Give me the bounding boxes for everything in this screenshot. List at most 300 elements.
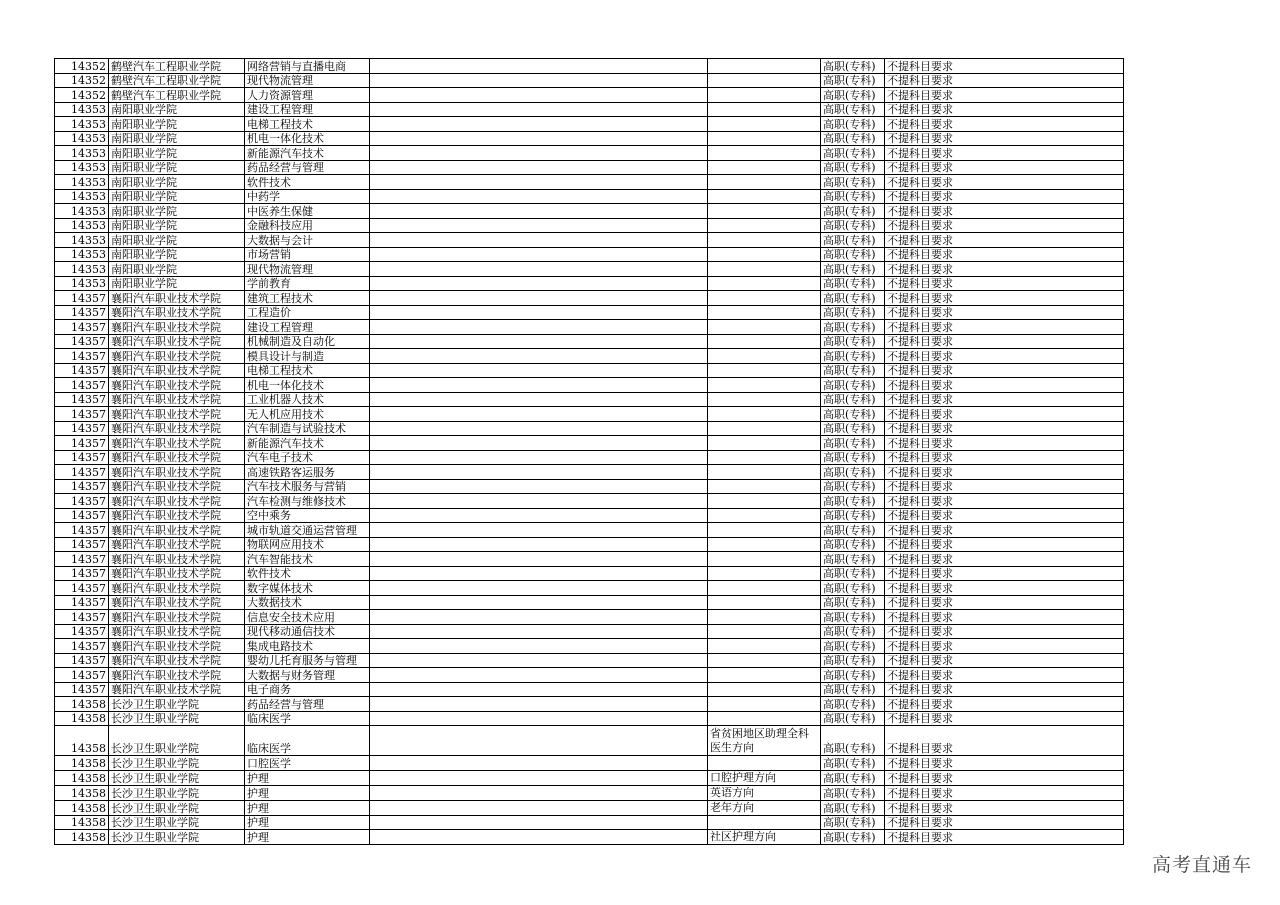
cell-school: 襄阳汽车职业技术学院	[109, 624, 245, 639]
table-row	[55, 523, 1124, 538]
cell-school: 长沙卫生职业学院	[109, 756, 245, 771]
cell-school: 南阳职业学院	[109, 175, 245, 190]
cell-code: 14358	[55, 756, 109, 771]
table-row	[55, 291, 1124, 306]
cell-req: 不提科目要求	[885, 262, 1124, 277]
cell-req: 不提科目要求	[885, 334, 1124, 349]
table-row	[55, 595, 1124, 610]
cell-code: 14358	[55, 711, 109, 726]
cell-level: 高职(专科)	[821, 189, 885, 204]
cell-major: 护理	[245, 785, 370, 800]
cell-blank	[370, 436, 708, 451]
cell-note	[708, 566, 821, 581]
cell-note	[708, 552, 821, 567]
cell-note	[708, 479, 821, 494]
cell-code: 14358	[55, 830, 109, 845]
table-row	[55, 756, 1124, 771]
cell-note	[708, 668, 821, 683]
cell-req: 不提科目要求	[885, 218, 1124, 233]
cell-level: 高职(专科)	[821, 785, 885, 800]
cell-major: 新能源汽车技术	[245, 146, 370, 161]
cell-req: 不提科目要求	[885, 800, 1124, 815]
cell-note	[708, 697, 821, 712]
cell-level: 高职(专科)	[821, 392, 885, 407]
cell-school: 襄阳汽车职业技术学院	[109, 508, 245, 523]
cell-req: 不提科目要求	[885, 117, 1124, 132]
table-row	[55, 59, 1124, 74]
cell-req: 不提科目要求	[885, 624, 1124, 639]
cell-school: 长沙卫生职业学院	[109, 711, 245, 726]
cell-major: 婴幼儿托育服务与管理	[245, 653, 370, 668]
cell-note	[708, 711, 821, 726]
cell-school: 襄阳汽车职业技术学院	[109, 378, 245, 393]
cell-blank	[370, 88, 708, 103]
cell-code: 14357	[55, 508, 109, 523]
cell-code: 14357	[55, 378, 109, 393]
cell-level: 高职(专科)	[821, 117, 885, 132]
cell-req: 不提科目要求	[885, 785, 1124, 800]
cell-code: 14357	[55, 291, 109, 306]
cell-major: 人力资源管理	[245, 88, 370, 103]
cell-code: 14357	[55, 479, 109, 494]
cell-school: 襄阳汽车职业技术学院	[109, 494, 245, 509]
cell-level: 高职(专科)	[821, 407, 885, 422]
cell-code: 14357	[55, 436, 109, 451]
cell-blank	[370, 653, 708, 668]
cell-note	[708, 407, 821, 422]
table-row	[55, 711, 1124, 726]
cell-school: 长沙卫生职业学院	[109, 726, 245, 756]
table-row	[55, 479, 1124, 494]
cell-note	[708, 320, 821, 335]
cell-note	[708, 59, 821, 74]
cell-major: 金融科技应用	[245, 218, 370, 233]
cell-note: 省贫困地区助理全科医生方向	[708, 726, 821, 756]
cell-req: 不提科目要求	[885, 160, 1124, 175]
cell-blank	[370, 508, 708, 523]
cell-major: 建设工程管理	[245, 320, 370, 335]
cell-level: 高职(专科)	[821, 59, 885, 74]
table-body	[55, 59, 1124, 845]
cell-note	[708, 146, 821, 161]
cell-req: 不提科目要求	[885, 711, 1124, 726]
table-row	[55, 624, 1124, 639]
cell-level: 高职(专科)	[821, 175, 885, 190]
cell-major: 护理	[245, 815, 370, 830]
table-row	[55, 770, 1124, 785]
cell-req: 不提科目要求	[885, 830, 1124, 845]
cell-note	[708, 682, 821, 697]
cell-code: 14353	[55, 102, 109, 117]
cell-major: 药品经营与管理	[245, 160, 370, 175]
cell-note	[708, 218, 821, 233]
cell-school: 襄阳汽车职业技术学院	[109, 523, 245, 538]
cell-blank	[370, 770, 708, 785]
cell-req: 不提科目要求	[885, 508, 1124, 523]
cell-school: 襄阳汽车职业技术学院	[109, 668, 245, 683]
cell-blank	[370, 668, 708, 683]
cell-level: 高职(专科)	[821, 465, 885, 480]
cell-note	[708, 494, 821, 509]
cell-level: 高职(专科)	[821, 682, 885, 697]
cell-note	[708, 815, 821, 830]
cell-blank	[370, 711, 708, 726]
cell-code: 14357	[55, 465, 109, 480]
cell-code: 14353	[55, 276, 109, 291]
cell-blank	[370, 233, 708, 248]
cell-school: 南阳职业学院	[109, 204, 245, 219]
cell-blank	[370, 204, 708, 219]
table-row	[55, 73, 1124, 88]
cell-code: 14358	[55, 785, 109, 800]
cell-school: 襄阳汽车职业技术学院	[109, 682, 245, 697]
table-row	[55, 421, 1124, 436]
cell-school: 长沙卫生职业学院	[109, 830, 245, 845]
cell-school: 襄阳汽车职业技术学院	[109, 334, 245, 349]
cell-blank	[370, 146, 708, 161]
table-row	[55, 320, 1124, 335]
cell-note	[708, 117, 821, 132]
cell-code: 14358	[55, 815, 109, 830]
table-row	[55, 117, 1124, 132]
cell-req: 不提科目要求	[885, 73, 1124, 88]
table-row	[55, 610, 1124, 625]
cell-blank	[370, 494, 708, 509]
table-row	[55, 726, 1124, 756]
table-row	[55, 204, 1124, 219]
cell-code: 14357	[55, 349, 109, 364]
cell-school: 襄阳汽车职业技术学院	[109, 407, 245, 422]
cell-school: 南阳职业学院	[109, 102, 245, 117]
cell-req: 不提科目要求	[885, 523, 1124, 538]
cell-blank	[370, 291, 708, 306]
cell-level: 高职(专科)	[821, 494, 885, 509]
cell-code: 14357	[55, 450, 109, 465]
cell-req: 不提科目要求	[885, 566, 1124, 581]
cell-major: 工业机器人技术	[245, 392, 370, 407]
cell-level: 高职(专科)	[821, 711, 885, 726]
cell-major: 机电一体化技术	[245, 131, 370, 146]
cell-note	[708, 421, 821, 436]
table-row	[55, 653, 1124, 668]
cell-blank	[370, 639, 708, 654]
cell-code: 14353	[55, 160, 109, 175]
cell-major: 城市轨道交通运营管理	[245, 523, 370, 538]
cell-school: 鹤壁汽车工程职业学院	[109, 88, 245, 103]
cell-blank	[370, 682, 708, 697]
cell-blank	[370, 465, 708, 480]
cell-major: 现代移动通信技术	[245, 624, 370, 639]
cell-code: 14357	[55, 421, 109, 436]
cell-blank	[370, 421, 708, 436]
cell-level: 高职(专科)	[821, 610, 885, 625]
cell-major: 空中乘务	[245, 508, 370, 523]
cell-school: 襄阳汽车职业技术学院	[109, 595, 245, 610]
cell-major: 中医养生保健	[245, 204, 370, 219]
cell-code: 14357	[55, 624, 109, 639]
cell-blank	[370, 697, 708, 712]
cell-major: 软件技术	[245, 566, 370, 581]
cell-code: 14358	[55, 800, 109, 815]
cell-major: 护理	[245, 800, 370, 815]
cell-level: 高职(专科)	[821, 363, 885, 378]
cell-req: 不提科目要求	[885, 363, 1124, 378]
cell-level: 高职(专科)	[821, 146, 885, 161]
cell-blank	[370, 407, 708, 422]
cell-major: 工程造价	[245, 305, 370, 320]
cell-note	[708, 378, 821, 393]
cell-code: 14357	[55, 668, 109, 683]
cell-major: 临床医学	[245, 726, 370, 756]
table-row	[55, 262, 1124, 277]
cell-major: 机电一体化技术	[245, 378, 370, 393]
cell-req: 不提科目要求	[885, 552, 1124, 567]
cell-major: 建设工程管理	[245, 102, 370, 117]
cell-level: 高职(专科)	[821, 624, 885, 639]
cell-level: 高职(专科)	[821, 697, 885, 712]
cell-school: 襄阳汽车职业技术学院	[109, 291, 245, 306]
table-row	[55, 581, 1124, 596]
cell-code: 14357	[55, 581, 109, 596]
cell-level: 高职(专科)	[821, 204, 885, 219]
cell-note: 社区护理方向	[708, 830, 821, 845]
cell-blank	[370, 102, 708, 117]
cell-level: 高职(专科)	[821, 276, 885, 291]
cell-blank	[370, 610, 708, 625]
cell-note	[708, 204, 821, 219]
cell-level: 高职(专科)	[821, 537, 885, 552]
cell-note	[708, 175, 821, 190]
cell-level: 高职(专科)	[821, 233, 885, 248]
table-row	[55, 247, 1124, 262]
cell-level: 高职(专科)	[821, 378, 885, 393]
cell-note	[708, 305, 821, 320]
table-row	[55, 363, 1124, 378]
cell-level: 高职(专科)	[821, 73, 885, 88]
cell-level: 高职(专科)	[821, 508, 885, 523]
cell-school: 南阳职业学院	[109, 117, 245, 132]
cell-req: 不提科目要求	[885, 392, 1124, 407]
cell-school: 襄阳汽车职业技术学院	[109, 610, 245, 625]
cell-note	[708, 523, 821, 538]
cell-blank	[370, 595, 708, 610]
cell-level: 高职(专科)	[821, 479, 885, 494]
cell-code: 14353	[55, 117, 109, 132]
table-row	[55, 276, 1124, 291]
cell-note	[708, 624, 821, 639]
cell-blank	[370, 363, 708, 378]
cell-major: 电子商务	[245, 682, 370, 697]
cell-major: 无人机应用技术	[245, 407, 370, 422]
cell-major: 汽车电子技术	[245, 450, 370, 465]
cell-code: 14353	[55, 218, 109, 233]
cell-note	[708, 436, 821, 451]
cell-level: 高职(专科)	[821, 726, 885, 756]
table-row	[55, 349, 1124, 364]
cell-note	[708, 537, 821, 552]
table-row	[55, 815, 1124, 830]
cell-school: 南阳职业学院	[109, 218, 245, 233]
cell-req: 不提科目要求	[885, 102, 1124, 117]
cell-school: 南阳职业学院	[109, 276, 245, 291]
cell-school: 长沙卫生职业学院	[109, 785, 245, 800]
table-row	[55, 175, 1124, 190]
cell-blank	[370, 450, 708, 465]
cell-note	[708, 653, 821, 668]
cell-school: 鹤壁汽车工程职业学院	[109, 59, 245, 74]
cell-major: 网络营销与直播电商	[245, 59, 370, 74]
table-row	[55, 88, 1124, 103]
cell-note	[708, 73, 821, 88]
cell-req: 不提科目要求	[885, 494, 1124, 509]
cell-req: 不提科目要求	[885, 305, 1124, 320]
cell-code: 14353	[55, 175, 109, 190]
table-row	[55, 218, 1124, 233]
cell-req: 不提科目要求	[885, 668, 1124, 683]
cell-level: 高职(专科)	[821, 218, 885, 233]
cell-major: 高速铁路客运服务	[245, 465, 370, 480]
cell-code: 14357	[55, 320, 109, 335]
cell-school: 襄阳汽车职业技术学院	[109, 349, 245, 364]
cell-code: 14357	[55, 334, 109, 349]
cell-code: 14353	[55, 146, 109, 161]
cell-blank	[370, 537, 708, 552]
cell-req: 不提科目要求	[885, 291, 1124, 306]
table-row	[55, 131, 1124, 146]
cell-level: 高职(专科)	[821, 815, 885, 830]
table-row	[55, 146, 1124, 161]
cell-school: 襄阳汽车职业技术学院	[109, 566, 245, 581]
cell-school: 长沙卫生职业学院	[109, 815, 245, 830]
cell-note	[708, 756, 821, 771]
cell-major: 现代物流管理	[245, 73, 370, 88]
table-row	[55, 682, 1124, 697]
table-row	[55, 800, 1124, 815]
table-row	[55, 830, 1124, 845]
cell-level: 高职(专科)	[821, 349, 885, 364]
cell-blank	[370, 624, 708, 639]
cell-note	[708, 508, 821, 523]
cell-code: 14357	[55, 407, 109, 422]
cell-level: 高职(专科)	[821, 523, 885, 538]
cell-school: 襄阳汽车职业技术学院	[109, 363, 245, 378]
cell-school: 襄阳汽车职业技术学院	[109, 465, 245, 480]
cell-major: 大数据与财务管理	[245, 668, 370, 683]
cell-level: 高职(专科)	[821, 88, 885, 103]
cell-major: 建筑工程技术	[245, 291, 370, 306]
cell-major: 临床医学	[245, 711, 370, 726]
cell-school: 鹤壁汽车工程职业学院	[109, 73, 245, 88]
table-row	[55, 566, 1124, 581]
cell-req: 不提科目要求	[885, 320, 1124, 335]
cell-code: 14358	[55, 697, 109, 712]
cell-major: 市场营销	[245, 247, 370, 262]
table-row	[55, 668, 1124, 683]
cell-blank	[370, 320, 708, 335]
cell-req: 不提科目要求	[885, 421, 1124, 436]
cell-major: 药品经营与管理	[245, 697, 370, 712]
cell-note	[708, 189, 821, 204]
cell-code: 14357	[55, 639, 109, 654]
cell-level: 高职(专科)	[821, 262, 885, 277]
cell-req: 不提科目要求	[885, 146, 1124, 161]
cell-req: 不提科目要求	[885, 436, 1124, 451]
cell-blank	[370, 552, 708, 567]
cell-code: 14357	[55, 552, 109, 567]
table-row	[55, 233, 1124, 248]
table-row	[55, 697, 1124, 712]
cell-blank	[370, 726, 708, 756]
table-row	[55, 334, 1124, 349]
cell-school: 襄阳汽车职业技术学院	[109, 421, 245, 436]
cell-req: 不提科目要求	[885, 378, 1124, 393]
cell-school: 襄阳汽车职业技术学院	[109, 450, 245, 465]
cell-level: 高职(专科)	[821, 305, 885, 320]
cell-level: 高职(专科)	[821, 102, 885, 117]
cell-note	[708, 334, 821, 349]
cell-note	[708, 465, 821, 480]
cell-note	[708, 450, 821, 465]
cell-note	[708, 160, 821, 175]
table-row	[55, 305, 1124, 320]
cell-note	[708, 363, 821, 378]
cell-req: 不提科目要求	[885, 233, 1124, 248]
cell-blank	[370, 305, 708, 320]
cell-code: 14353	[55, 262, 109, 277]
table-row	[55, 552, 1124, 567]
cell-school: 南阳职业学院	[109, 131, 245, 146]
cell-blank	[370, 117, 708, 132]
table-row	[55, 450, 1124, 465]
cell-blank	[370, 73, 708, 88]
cell-blank	[370, 349, 708, 364]
cell-major: 新能源汽车技术	[245, 436, 370, 451]
cell-blank	[370, 785, 708, 800]
cell-school: 襄阳汽车职业技术学院	[109, 653, 245, 668]
cell-note: 口腔护理方向	[708, 770, 821, 785]
cell-blank	[370, 189, 708, 204]
cell-code: 14352	[55, 59, 109, 74]
table-row	[55, 465, 1124, 480]
cell-major: 电梯工程技术	[245, 117, 370, 132]
cell-req: 不提科目要求	[885, 595, 1124, 610]
cell-code: 14357	[55, 682, 109, 697]
cell-school: 长沙卫生职业学院	[109, 770, 245, 785]
cell-level: 高职(专科)	[821, 756, 885, 771]
cell-major: 中药学	[245, 189, 370, 204]
cell-req: 不提科目要求	[885, 175, 1124, 190]
cell-code: 14352	[55, 73, 109, 88]
cell-blank	[370, 479, 708, 494]
cell-major: 集成电路技术	[245, 639, 370, 654]
cell-school: 襄阳汽车职业技术学院	[109, 639, 245, 654]
cell-req: 不提科目要求	[885, 697, 1124, 712]
table-row	[55, 508, 1124, 523]
cell-note	[708, 131, 821, 146]
cell-note: 英语方向	[708, 785, 821, 800]
cell-school: 南阳职业学院	[109, 146, 245, 161]
cell-blank	[370, 378, 708, 393]
cell-major: 物联网应用技术	[245, 537, 370, 552]
table-row	[55, 436, 1124, 451]
cell-major: 数字媒体技术	[245, 581, 370, 596]
table-row	[55, 392, 1124, 407]
cell-school: 襄阳汽车职业技术学院	[109, 320, 245, 335]
cell-major: 汽车智能技术	[245, 552, 370, 567]
cell-req: 不提科目要求	[885, 756, 1124, 771]
cell-level: 高职(专科)	[821, 421, 885, 436]
cell-code: 14357	[55, 653, 109, 668]
